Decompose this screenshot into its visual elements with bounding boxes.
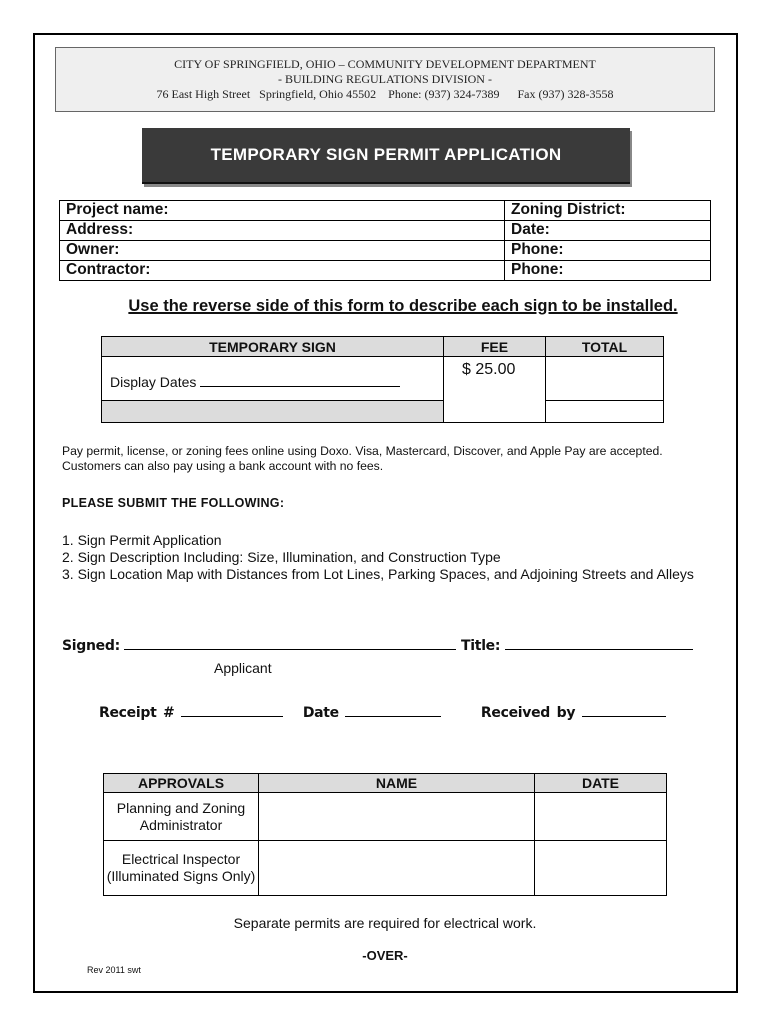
payment-info: Pay permit, license, or zoning fees online using Doxo. Visa, Mastercard, Discover, and Apple Pay are accepted. Customers can also pay using a bank account with no fees. [62,444,663,473]
header-city: Springfield, Ohio 45502 [259,87,377,101]
zoning-district-field[interactable] [505,201,711,221]
owner-phone-field[interactable] [505,241,711,261]
list-item: 2. Sign Description Including: Size, Illumination, and Construction Type [62,549,501,565]
date-field[interactable] [505,221,711,241]
reverse-side-note-text: Use the reverse side of this form to describe each sign to be installed. [128,297,678,315]
separate-permits-note: Separate permits are required for electrical work. [233,915,537,931]
received-by-label: Received by [480,705,576,721]
receipt-date-label: Date [302,705,339,721]
planning-date-cell[interactable] [535,793,667,841]
form-title: TEMPORARY SIGN PERMIT APPLICATION [142,128,630,184]
address-label: Address: [66,221,134,238]
owner-label: Owner: [66,241,120,258]
applicant-label: Applicant [214,660,272,676]
header-street: 76 East High Street [156,87,251,101]
receipt-blank[interactable] [181,704,283,717]
electrical-inspector-label: Electrical Inspector (Illuminated Signs Only) [104,841,259,896]
submit-heading: PLEASE SUBMIT THE FOLLOWING: [62,496,285,510]
date-header: DATE [535,774,667,793]
revision-note: Rev 2011 swt [87,965,141,975]
address-field[interactable] [60,221,505,241]
project-info-table [59,200,711,281]
total-cell[interactable] [546,357,664,401]
header-line2: - BUILDING REGULATIONS DIVISION - [278,72,492,86]
electrical-date-cell[interactable] [535,841,667,896]
contractor-field[interactable] [60,261,505,281]
date-label: Date: [511,221,550,238]
electrical-name-cell[interactable] [259,841,535,896]
contractor-phone-field[interactable] [505,261,711,281]
approvals-header: APPROVALS [104,774,259,793]
display-dates-label: Display Dates [110,374,197,390]
receipt-date-blank[interactable] [345,704,441,717]
signature-line [62,637,693,654]
contractor-phone-label: Phone: [511,261,564,278]
department-header [55,47,715,112]
approvals-table [103,773,667,896]
receipt-label: Receipt # [99,705,175,721]
header-phone: Phone: (937) 324-7389 [388,87,500,101]
total-cell-2[interactable] [546,401,664,423]
submit-list [62,532,712,583]
total-header: TOTAL [546,337,664,357]
contractor-label: Contractor: [66,261,151,278]
received-by-blank[interactable] [582,704,666,717]
project-name-field[interactable] [60,201,505,221]
name-header: NAME [259,774,535,793]
fee-amount: $ 25.00 [444,357,546,423]
signed-label: Signed: [62,638,120,654]
planning-name-cell[interactable] [259,793,535,841]
zoning-district-label: Zoning District: [511,201,626,218]
reverse-side-note [0,297,770,316]
list-item: 1. Sign Permit Application [62,532,222,548]
header-fax: Fax (937) 328-3558 [517,87,614,101]
signed-blank[interactable] [124,637,456,650]
receipt-line [99,704,666,721]
planning-zoning-label: Planning and Zoning Administrator [104,793,259,841]
display-dates-blank[interactable] [200,374,400,387]
fee-gray-row [102,401,444,423]
fee-header: FEE [444,337,546,357]
owner-phone-label: Phone: [511,241,564,258]
display-dates-cell[interactable] [102,357,444,401]
header-line1: CITY OF SPRINGFIELD, OHIO – COMMUNITY DEVELOPMENT DEPARTMENT [174,57,596,71]
title-blank[interactable] [505,637,693,650]
list-item: 3. Sign Location Map with Distances from Lot Lines, Parking Spaces, and Adjoining Streets and Alleys [62,566,694,582]
project-name-label: Project name: [66,201,169,218]
over-note: -OVER- [362,948,408,963]
temporary-sign-header: TEMPORARY SIGN [102,337,444,357]
header-address [56,87,714,102]
title-label: Title: [461,638,501,654]
owner-field[interactable] [60,241,505,261]
fee-table [101,336,664,423]
